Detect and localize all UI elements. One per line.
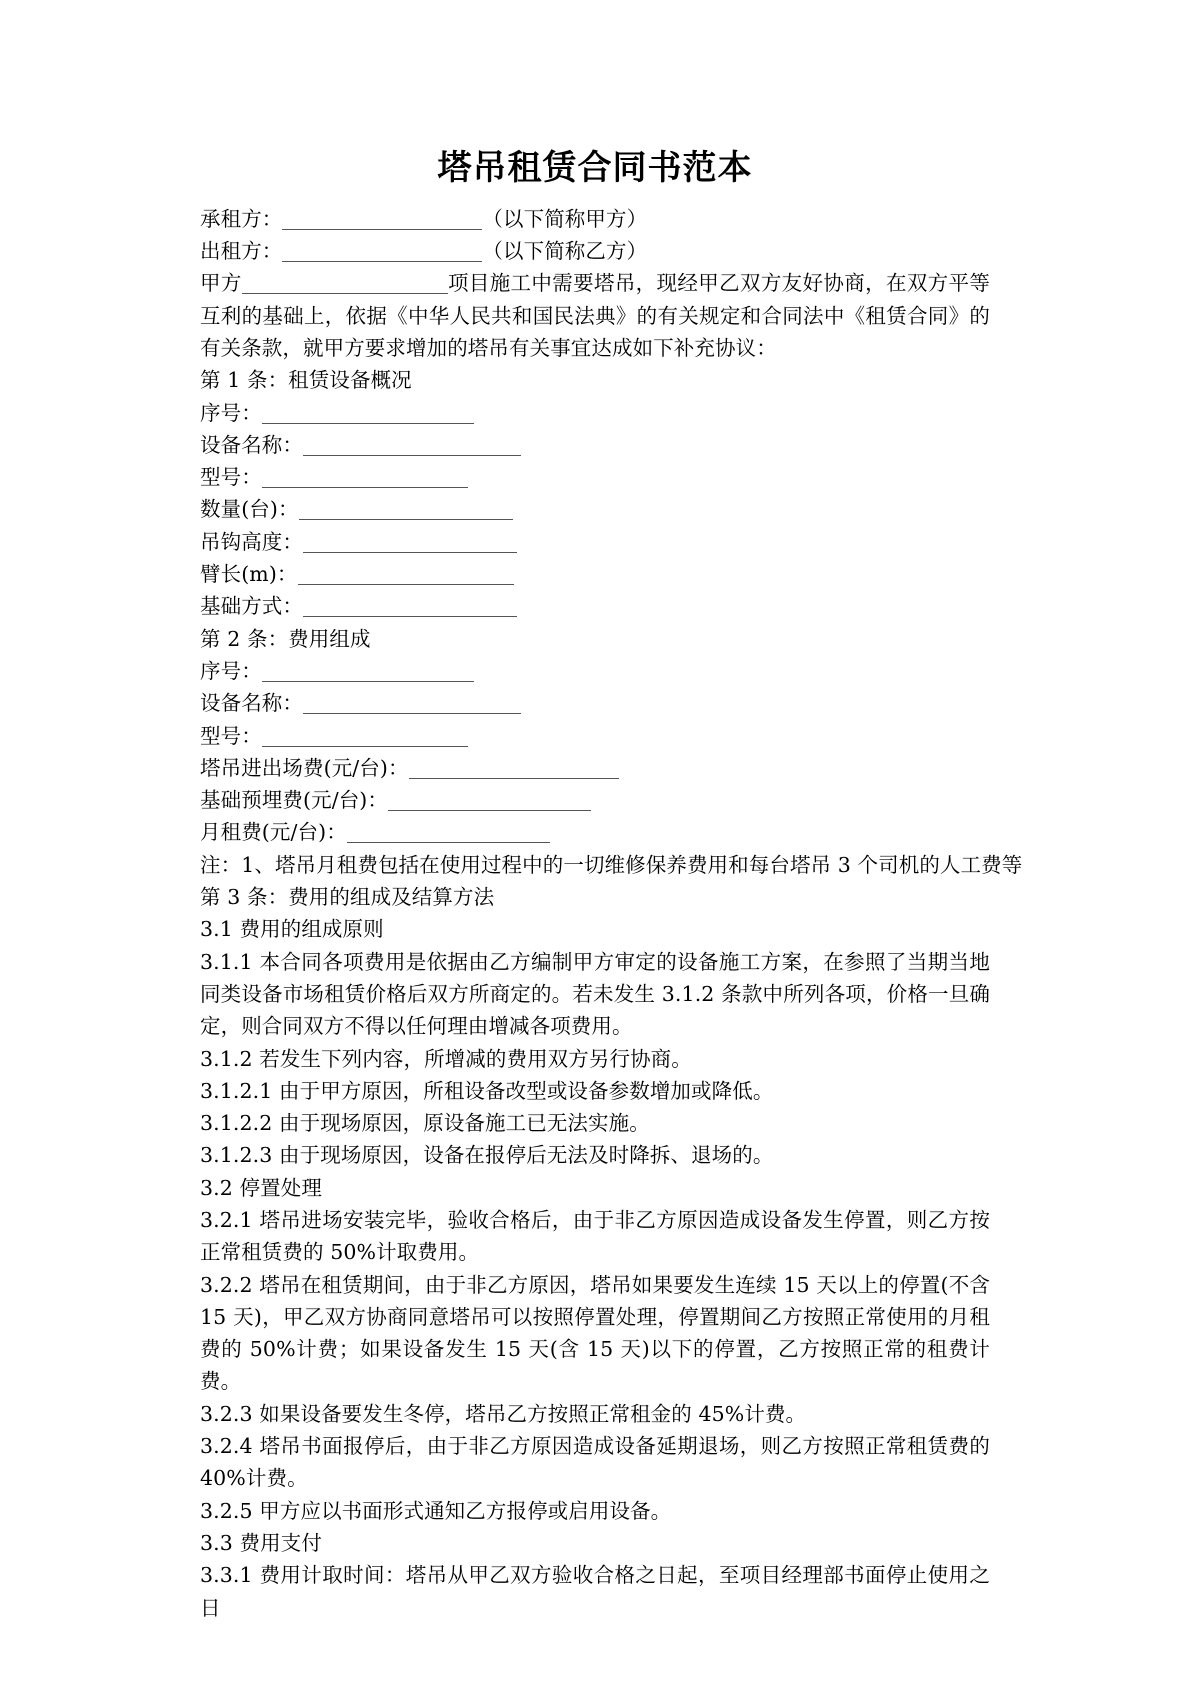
field-label-hook-height: 吊钩高度： — [200, 529, 303, 554]
field-blank-serial-2[interactable] — [262, 681, 474, 682]
section3-3-heading: 3.3 费用支付 — [200, 1530, 322, 1555]
preamble-paragraph — [200, 267, 990, 364]
field-row-model-1 — [200, 461, 990, 493]
field-label-model-2: 型号： — [200, 723, 262, 748]
field-label-serial-1: 序号： — [200, 400, 262, 425]
clause-3-2-4: 3.2.4 塔吊书面报停后，由于非乙方原因造成设备延期退场，则乙方按照正常租赁费的 40%计费。 — [200, 1434, 990, 1491]
preamble-project-blank[interactable] — [242, 293, 448, 294]
section2-note: 注：1、塔吊月租费包括在使用过程中的一切维修保养费用和每台塔吊 3 个司机的人工费等 — [200, 852, 1023, 877]
field-blank-hook-height[interactable] — [303, 552, 517, 553]
field-blank-foundation-type[interactable] — [303, 616, 517, 617]
field-label-serial-2: 序号： — [200, 658, 262, 683]
clause-3-1-2-1: 3.1.2.1 由于甲方原因，所租设备改型或设备参数增加或降低。 — [200, 1078, 774, 1103]
field-row-equipment-name-2 — [200, 687, 990, 719]
section1-heading: 第 1 条：租赁设备概况 — [200, 368, 412, 393]
field-blank-embedment-fee[interactable] — [388, 810, 591, 811]
field-blank-quantity[interactable] — [299, 519, 513, 520]
field-row-serial-1 — [200, 397, 990, 429]
field-blank-mobilization-fee[interactable] — [409, 778, 619, 779]
field-row-embedment-fee — [200, 784, 990, 816]
section3-1-heading: 3.1 费用的组成原则 — [200, 917, 384, 942]
clause-3-2-3: 3.2.3 如果设备要发生冬停，塔吊乙方按照正常租金的 45%计费。 — [200, 1401, 807, 1426]
preamble-lead: 甲方 — [200, 271, 242, 296]
party-line-lessee — [200, 203, 990, 235]
field-blank-monthly-rent[interactable] — [347, 842, 550, 843]
field-row-serial-2 — [200, 655, 990, 687]
clause-3-2-2: 3.2.2 塔吊在租赁期间，由于非乙方原因，塔吊如果要发生连续 15 天以上的停置(不含 15 天)，甲乙双方协商同意塔吊可以按照停置处理，停置期间乙方按照正常使用的月租费的 50%计费；如果设备发生 15 天(含 15 天)以下的停置，乙方按照正常的租费计费。 — [200, 1272, 990, 1394]
document-body — [200, 203, 1023, 1624]
field-blank-jib-length[interactable] — [298, 584, 514, 585]
clause-3-1-1: 3.1.1 本合同各项费用是依据由乙方编制甲方审定的设备施工方案，在参照了当期当地同类设备市场租赁价格后双方所商定的。若未发生 3.1.2 条款中所列各项，价格一旦确定，则合同双方不得以任何理由增减各项费用。 — [200, 949, 990, 1039]
section3-heading: 第 3 条：费用的组成及结算方法 — [200, 885, 495, 910]
section3-2-heading: 3.2 停置处理 — [200, 1175, 322, 1200]
field-row-mobilization-fee — [200, 752, 990, 784]
field-label-embedment-fee: 基础预埋费(元/台)： — [200, 788, 389, 813]
field-row-foundation-type — [200, 590, 990, 622]
field-row-hook-height — [200, 526, 990, 558]
field-label-jib-length: 臂长(m)： — [200, 562, 298, 587]
party-line-lessor — [200, 235, 990, 267]
field-blank-equipment-name-1[interactable] — [303, 455, 521, 456]
field-label-equipment-name-1: 设备名称： — [200, 432, 303, 457]
clause-3-2-1: 3.2.1 塔吊进场安装完毕，验收合格后，由于非乙方原因造成设备发生停置，则乙方按正常租赁费的 50%计取费用。 — [200, 1208, 990, 1265]
clause-3-1-2-2: 3.1.2.2 由于现场原因，原设备施工已无法实施。 — [200, 1111, 650, 1136]
field-label-quantity: 数量(台)： — [200, 497, 299, 522]
section2-heading: 第 2 条：费用组成 — [200, 626, 371, 651]
party-label-lessee: 承租方： — [200, 206, 283, 231]
preamble-text: 项目施工中需要塔吊，现经甲乙双方友好协商，在双方平等互利的基础上，依据《中华人民共和国民法典》的有关规定和合同法中《租赁合同》的有关条款，就甲方要求增加的塔吊有关事宜达成如下补充协议： — [200, 271, 990, 360]
field-blank-model-1[interactable] — [262, 487, 468, 488]
field-row-jib-length — [200, 558, 990, 590]
field-label-model-1: 型号： — [200, 465, 262, 490]
field-row-quantity — [200, 493, 990, 525]
party-blank-lessor[interactable] — [282, 261, 482, 262]
field-row-equipment-name-1 — [200, 429, 990, 461]
field-label-mobilization-fee: 塔吊进出场费(元/台)： — [200, 755, 409, 780]
field-label-foundation-type: 基础方式： — [200, 594, 303, 619]
party-label-lessor: 出租方： — [200, 239, 283, 264]
clause-3-3-1: 3.3.1 费用计取时间：塔吊从甲乙双方验收合格之日起，至项目经理部书面停止使用之日 — [200, 1563, 990, 1620]
field-row-monthly-rent — [200, 816, 990, 848]
field-row-model-2 — [200, 720, 990, 752]
field-blank-model-2[interactable] — [262, 746, 468, 747]
clause-3-2-5: 3.2.5 甲方应以书面形式通知乙方报停或启用设备。 — [200, 1498, 672, 1523]
field-label-monthly-rent: 月租费(元/台)： — [200, 820, 347, 845]
page-title: 塔吊租赁合同书范本 — [437, 148, 753, 188]
clause-3-1-2: 3.1.2 若发生下列内容，所增减的费用双方另行协商。 — [200, 1046, 692, 1071]
field-blank-equipment-name-2[interactable] — [303, 713, 521, 714]
field-label-equipment-name-2: 设备名称： — [200, 691, 303, 716]
party-blank-lessee[interactable] — [282, 229, 482, 230]
field-blank-serial-1[interactable] — [262, 423, 474, 424]
party-suffix-lessee: （以下简称甲方） — [482, 206, 648, 231]
party-suffix-lessor: （以下简称乙方） — [482, 239, 648, 264]
clause-3-1-2-3: 3.1.2.3 由于现场原因，设备在报停后无法及时降拆、退场的。 — [200, 1143, 774, 1168]
